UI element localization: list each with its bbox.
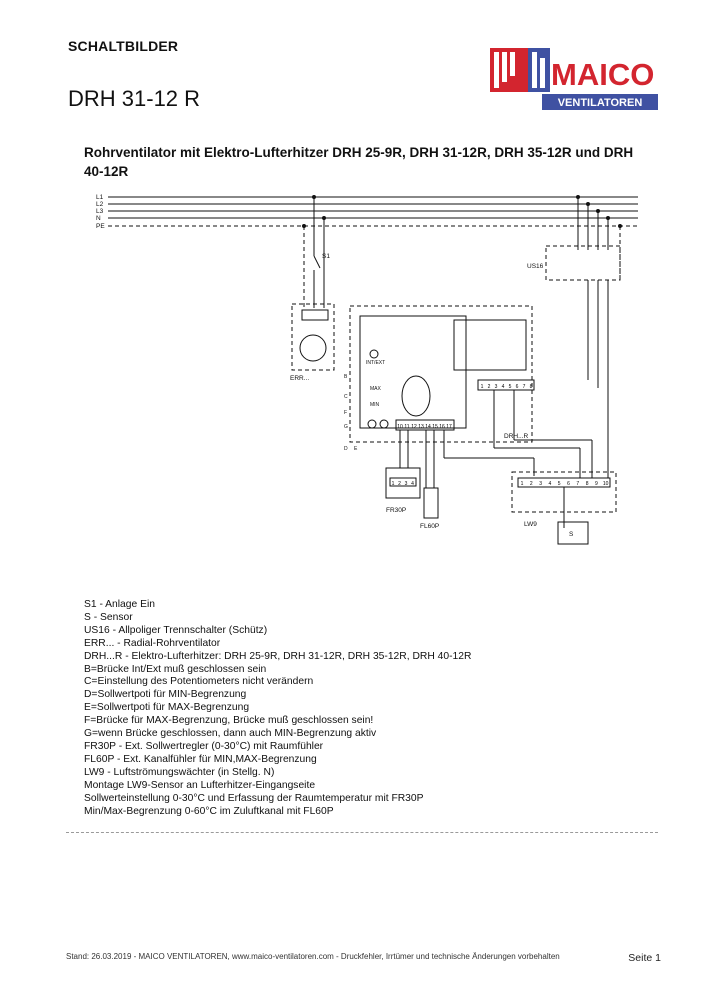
lw9-terminal-label: 8 (585, 481, 589, 487)
heater-terminal-label: 2 (487, 384, 491, 390)
heater-terminal-label: 7 (522, 384, 526, 390)
letter-c: C (344, 394, 348, 400)
legend-line: F=Brücke für MAX-Begrenzung, Brücke muß geschlossen sein! (84, 715, 374, 727)
model-heading: DRH 31-12 R (68, 86, 201, 111)
err-label: ERR... (290, 375, 310, 382)
letter-f: F (344, 410, 348, 416)
heater-terminal-label: 5 (508, 384, 512, 390)
int-ext-label: INT/EXT (366, 360, 386, 366)
letter-e: E (354, 446, 358, 452)
min-label: MIN (370, 402, 380, 408)
maico-logo (488, 46, 660, 112)
heater-terminal-label: 6 (515, 384, 519, 390)
lw9-terminal-label: 3 (539, 481, 542, 487)
separator (66, 832, 658, 833)
controller-terminal-label: 10 (397, 424, 403, 430)
heater-terminal-label: 1 (480, 384, 484, 390)
heater-terminal-label: 3 (494, 384, 498, 390)
page-number: Seite 1 (628, 952, 661, 964)
fr30p-label: FR30P (386, 507, 407, 514)
legend-line: E=Sollwertpoti für MAX-Begrenzung (84, 702, 250, 714)
footer-text: Stand: 26.03.2019 - MAICO VENTILATOREN, www.maico-ventilatoren.com - Druckfehler, Irrtümer und technische Änderungen vorbehalten (66, 952, 560, 961)
legend-line: US16 - Allpoliger Trennschalter (Schütz) (84, 624, 268, 636)
fr30p-terminal-label: 1 (391, 481, 395, 487)
drh-label: DRH...R (504, 433, 529, 440)
lw9-terminal-label: 5 (557, 481, 561, 487)
bus-label-n: N (96, 215, 101, 222)
legend-line: S1 - Anlage Ein (84, 599, 155, 610)
fl60p-label: FL60P (420, 523, 440, 530)
letter-b: B (344, 374, 348, 380)
legend-line: ERR... - Radial-Rohrventilator (84, 637, 221, 649)
legend-line: FL60P - Ext. Kanalfühler für MIN,MAX-Begrenzung (84, 753, 317, 765)
legend-line: FR30P - Ext. Sollwertregler (0-30°C) mit Raumfühler (84, 740, 324, 752)
legend-list (84, 599, 471, 818)
controller-terminal-label: 12 (411, 424, 417, 430)
controller-terminal-label: 13 (418, 424, 424, 430)
lw9-terminal-label: 7 (576, 481, 580, 487)
legend-line: Min/Max-Begrenzung 0-60°C im Zuluftkanal mit FL60P (84, 805, 334, 817)
fr30p-terminal-label: 2 (398, 481, 401, 487)
section-heading: SCHALTBILDER (68, 38, 179, 54)
bus-label-l3: L3 (96, 208, 104, 215)
bus-label-l2: L2 (96, 201, 104, 208)
heater-terminal-label: 8 (529, 384, 533, 390)
legend-line: DRH...R - Elektro-Lufterhitzer: DRH 25-9R, DRH 31-12R, DRH 35-12R, DRH 40-12R (84, 650, 472, 662)
fr30p-terminal-label: 4 (411, 481, 414, 487)
wiring-diagram (94, 188, 654, 548)
lw9-label: LW9 (524, 521, 537, 528)
lw9-terminal-label: 9 (595, 481, 598, 487)
letter-g: G (344, 424, 348, 430)
controller-terminal-label: 11 (404, 424, 410, 430)
s1-label: S1 (322, 253, 330, 260)
letter-d: D (344, 446, 348, 452)
legend-line: Montage LW9-Sensor an Lufterhitzer-Eingangseite (84, 779, 316, 791)
controller-terminal-label: 15 (432, 424, 438, 430)
lw9-terminal-label: 1 (520, 481, 524, 487)
legend-line: G=wenn Brücke geschlossen, dann auch MIN-Begrenzung aktiv (84, 728, 377, 740)
us16-label: US16 (527, 263, 544, 270)
lw9-terminal-label: 10 (602, 481, 609, 487)
legend-line: B=Brücke Int/Ext muß geschlossen sein (84, 663, 267, 675)
legend-line: LW9 - Luftströmungswächter (in Stellg. N) (84, 766, 275, 778)
heater-terminal-label: 4 (501, 384, 505, 390)
bus-label-l1: L1 (96, 194, 104, 201)
sensor-label: S (569, 531, 574, 538)
logo-mark (490, 48, 550, 92)
legend-line: C=Einstellung des Potentiometers nicht verändern (84, 676, 314, 688)
lw9-terminal-label: 4 (548, 481, 552, 487)
controller-terminal-label: 16 (439, 424, 445, 430)
legend-line: D=Sollwertpoti für MIN-Begrenzung (84, 689, 247, 701)
fr30p-terminal-label: 3 (404, 481, 408, 487)
max-label: MAX (370, 386, 381, 392)
document-title: Rohrventilator mit Elektro-Lufterhitzer DRH 25-9R, DRH 31-12R, DRH 35-12R und DRH 40-12R (84, 145, 634, 179)
controller-terminal-label: 17 (446, 424, 452, 430)
lw9-terminal-label: 6 (567, 481, 570, 487)
legend-line: S - Sensor (84, 611, 133, 623)
bus-label-pe: PE (96, 223, 105, 230)
legend-line: Sollwerteinstellung 0-30°C und Erfassung der Raumtemperatur mit FR30P (84, 792, 424, 804)
lw9-terminal-label: 2 (529, 481, 533, 487)
logo-sub: VENTILATOREN (557, 97, 643, 109)
controller-terminal-label: 14 (425, 424, 431, 430)
logo-brand: MAICO (551, 57, 655, 92)
